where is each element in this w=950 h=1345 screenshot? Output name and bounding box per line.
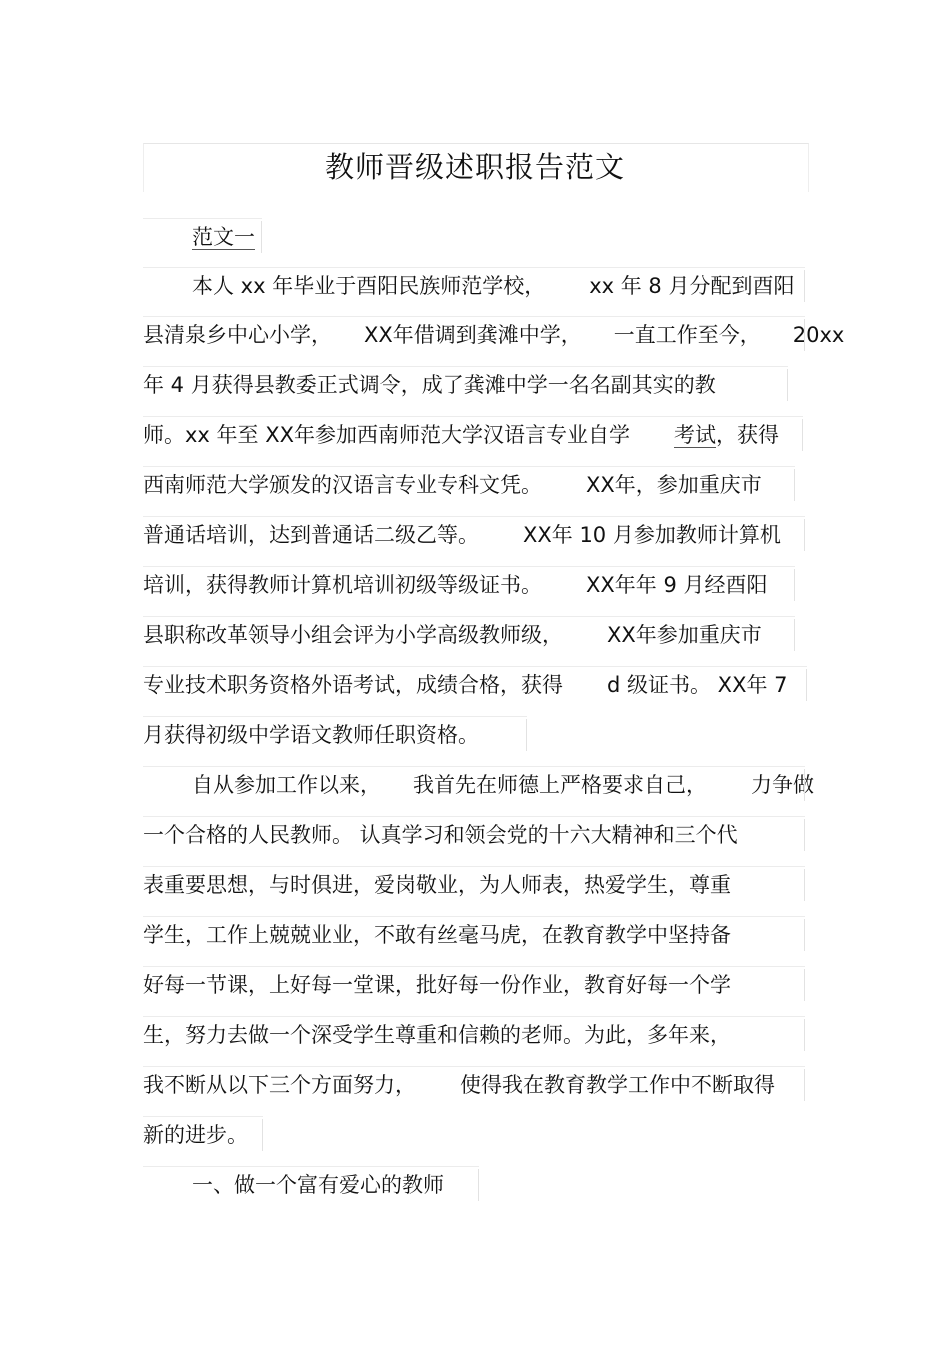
text-segment: 我首先在师德上严格要求自己， (413, 773, 707, 797)
p1-line-5 (143, 466, 795, 502)
p2-line-6 (143, 1016, 805, 1052)
text-segment: 使得我在教育教学工作中不断取得 (460, 1073, 775, 1097)
text-segment: 县清泉乡中心小学， (143, 323, 332, 347)
text-segment: 普通话培训，达到普通话二级乙等。 (143, 523, 479, 547)
text-segment: 生，努力去做一个深受学生尊重和信赖的老师。为此，多年来， (143, 1023, 731, 1047)
p1-line-3 (143, 366, 788, 402)
text-segment: 学生，工作上兢兢业业，不敢有丝毫马虎，在教育教学中坚持备 (143, 923, 731, 947)
text-segment: 新的进步。 (143, 1123, 248, 1147)
text-segment: d 级证书。 XX年 7 (607, 673, 788, 697)
p1-line-10 (143, 716, 527, 752)
text-segment: 本人 xx 年毕业于酉阳民族师范学校， (192, 274, 546, 298)
text-segment: 自从参加工作以来， (192, 773, 381, 797)
text-segment: 20xx (792, 323, 845, 347)
p2-line-5 (143, 966, 805, 1002)
p2-line-7 (143, 1066, 805, 1102)
document-title: 教师晋级述职报告范文 (324, 150, 625, 184)
text-segment: 表重要思想，与时俱进，爱岗敬业，为人师表，热爱学生，尊重 (143, 873, 731, 897)
text-segment: 一个合格的人民教师。 认真学习和领会党的十六大精神和三个代 (143, 823, 738, 847)
subheading-line (143, 218, 262, 254)
text-segment: xx 年 8 月分配到酉阳 (589, 274, 795, 298)
text-segment: 一直工作至今， (613, 323, 761, 347)
text-segment: XX年参加重庆市 (607, 623, 762, 647)
text-segment: 月获得初级中学语文教师任职资格。 (143, 723, 479, 747)
text-segment: 西南师范大学颁发的汉语言专业专科文凭。 (143, 473, 542, 497)
subheading-text[interactable]: 范文一 (192, 225, 255, 249)
p2-line-4 (143, 916, 805, 952)
p1-line-8 (143, 616, 795, 652)
text-segment: 专业技术职务资格外语考试，成绩合格，获得 (143, 673, 563, 697)
section-heading-text: 一、做一个富有爱心的教师 (192, 1173, 444, 1197)
text-segment: XX年借调到龚滩中学， (364, 323, 582, 347)
text-segment: 好每一节课，上好每一堂课，批好每一份作业，教育好每一个学 (143, 973, 731, 997)
p2-line-3 (143, 866, 805, 902)
p2-line-1 (143, 766, 814, 802)
text-segment: 我不断从以下三个方面努力， (143, 1073, 416, 1097)
p1-line-7 (143, 566, 795, 602)
text-segment: 力争做 (751, 773, 814, 797)
text-segment: XX年，参加重庆市 (586, 473, 762, 497)
p1-line-1 (143, 267, 805, 303)
text-segment: 师。xx 年至 XX年参加西南师范大学汉语言专业自学 (143, 423, 630, 447)
p2-line-8 (143, 1116, 263, 1152)
section-heading (143, 1166, 479, 1202)
p2-line-2 (143, 816, 805, 852)
p1-line-9 (143, 666, 807, 702)
p1-line-4 (143, 416, 803, 452)
text-segment: ，获得 (715, 423, 779, 447)
text-segment: 培训，获得教师计算机培训初级等级证书。 (143, 573, 542, 597)
p1-line-6 (143, 516, 805, 552)
text-segment: 年 4 月获得县教委正式调令，成了龚滩中学一名名副其实的教 (143, 373, 716, 397)
p1-line-2 (143, 316, 845, 352)
text-segment: 县职称改革领导小组会评为小学高级教师级， (143, 623, 563, 647)
text-segment: XX年 10 月参加教师计算机 (523, 523, 781, 547)
text-segment: XX年年 9 月经酉阳 (586, 573, 768, 597)
exam-link[interactable]: 考试 (673, 423, 716, 447)
